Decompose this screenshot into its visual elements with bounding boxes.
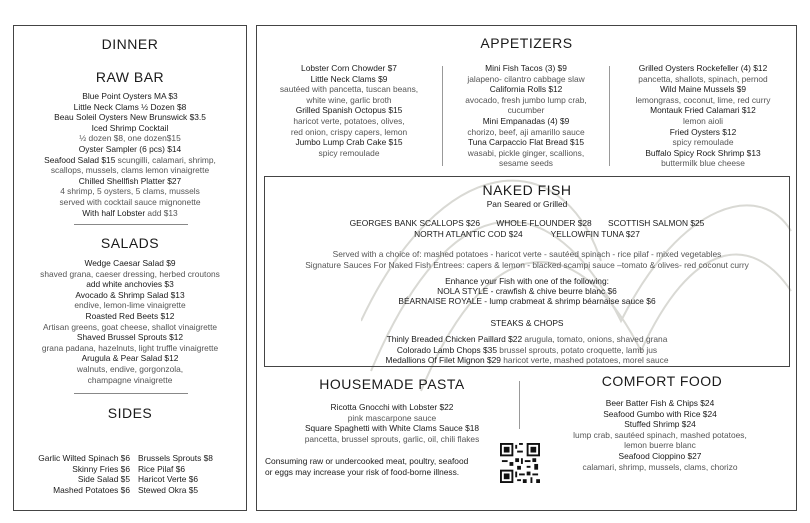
item-text: Beau Soleil Oysters New Brunswick $3.5: [54, 112, 206, 123]
appetizers-column-2: [443, 63, 609, 169]
description-text: lemongrass, coconut, lime, red curry: [635, 94, 771, 105]
item-text: Iced Shrimp Cocktail: [91, 122, 169, 133]
divider: [74, 224, 188, 225]
item-text: Grilled Oysters Rockefeller (4) $12: [638, 63, 768, 73]
item-extra-text: haricot verte, mashed potatoes, morel sauce: [500, 355, 669, 366]
appetizer-description: [261, 116, 437, 127]
appetizer-item: [610, 127, 796, 138]
item-text: Fried Oysters $12: [669, 126, 737, 137]
item-text: Colorado Lamb Chops $35: [396, 344, 497, 355]
item-text: Thinly Breaded Chicken Paillard $22: [386, 334, 523, 344]
description-text: pancetta, brussel sprouts, garlic, oil, chili flakes: [304, 433, 480, 444]
naked-fish-heading: NAKED FISH: [482, 182, 572, 198]
divider: [74, 393, 188, 394]
salad-description: [14, 269, 246, 280]
item-text: Chilled Shellfish Platter $27: [78, 175, 182, 186]
description-text: haricot verte, potatoes, olives,: [293, 115, 405, 126]
description-text: buttermilk blue cheese: [661, 158, 745, 169]
item-extra-text: arugula, tomato, onions, shaved grana: [522, 334, 668, 344]
description-text: avocado, fresh jumbo lump crab,: [465, 94, 587, 105]
appetizer-item: [443, 137, 609, 148]
description-text: ½ dozen $8, one dozen$15: [79, 133, 181, 144]
salad-item: [14, 258, 246, 269]
item-text: Little Neck Clams $9: [310, 73, 388, 84]
enhance-text: Enhance your Fish with one of the following:: [445, 276, 609, 286]
comfort-item: [525, 451, 795, 462]
item-text: California Rolls $12: [489, 84, 563, 95]
appetizer-item: [261, 63, 437, 74]
fish-row-1: [265, 218, 789, 229]
item-text: Lobster Corn Chowder $7: [301, 63, 397, 73]
description-text: spicy remoulade: [318, 147, 380, 158]
appetizer-item: [610, 63, 796, 74]
salad-item: [14, 290, 246, 301]
item-text: Buffalo Spicy Rock Shrimp $13: [645, 147, 761, 158]
sides-column-1: [32, 453, 130, 495]
food-safety-warning: [265, 456, 505, 477]
item-text: Seafood Gumbo with Rice $24: [603, 408, 717, 419]
appetizer-item: [261, 137, 437, 148]
side-item: Side Salad $5: [77, 474, 130, 485]
sides-column-2: [138, 453, 213, 495]
description-text: sesame seeds: [499, 158, 553, 169]
salad-item: [14, 332, 246, 343]
raw-bar-item: [14, 155, 246, 166]
appetizer-item: [443, 84, 609, 95]
appetizer-description: [610, 137, 796, 148]
description-text: chorizo, beef, aji amarillo sauce: [467, 126, 585, 137]
item-text: Grilled Spanish Octopus $15: [295, 105, 403, 116]
appetizer-description: [261, 84, 437, 95]
item-text: Ricotta Gnocchi with Lobster $22: [330, 402, 454, 412]
fish-item: NORTH ATLANTIC COD $24: [414, 229, 523, 239]
fish-item: SCOTTISH SALMON $25: [608, 218, 705, 228]
appetizer-description: [261, 127, 437, 138]
appetizer-description: [261, 95, 437, 106]
item-text: Blue Point Oysters MA $3: [82, 91, 178, 101]
raw-bar-list: [14, 91, 246, 218]
side-item: Haricot Verte $6: [138, 474, 199, 485]
salads-heading: SALADS: [100, 235, 160, 251]
appetizer-description: [443, 74, 609, 85]
item-text: Shaved Brussel Sprouts $12: [76, 332, 184, 343]
steaks-list: [265, 334, 789, 366]
qr-code[interactable]: [500, 443, 540, 483]
item-text: Avocado & Shrimp Salad $13: [75, 289, 185, 300]
description-text: lemon buerre blanc: [624, 440, 696, 451]
raw-bar-description: [14, 197, 246, 208]
appetizer-description: [610, 116, 796, 127]
description-text: spicy remoulade: [672, 137, 734, 148]
salad-item: [14, 311, 246, 322]
signature-sauces: Signature Sauces For Naked Fish Entrees: capers & lemon - blacked scampi sauce –tomato & olives- red coconut curry: [305, 260, 749, 270]
bearnaise-royale: BÉARNAISE ROYALE - lump crabmeat & shrimp béarnaise sauce $6: [398, 296, 656, 306]
salad-description: [14, 375, 246, 386]
appetizer-item: [610, 148, 796, 159]
raw-bar-item: [14, 123, 246, 134]
salad-description: [14, 322, 246, 333]
pasta-item: [261, 402, 523, 413]
naked-fish-subtitle: Pan Seared or Grilled: [486, 199, 568, 209]
steak-item: [265, 334, 789, 345]
dinner-heading: DINNER: [101, 36, 159, 52]
item-text: Tuna Carpaccio Flat Bread $15: [467, 137, 585, 148]
salad-description: [14, 300, 246, 311]
pasta-list: [261, 402, 523, 444]
description-text: jalapeno- cilantro cabbage slaw: [467, 73, 585, 84]
appetizer-item: [443, 63, 609, 74]
left-menu-panel: [13, 25, 247, 511]
comfort-food-heading: COMFORT FOOD: [601, 373, 723, 389]
fish-item: WHOLE FLOUNDER $28: [496, 218, 592, 228]
side-item: Skinny Fries $6: [72, 463, 130, 474]
comfort-item: [525, 419, 795, 430]
appetizer-item: [261, 74, 437, 85]
steak-item: [265, 345, 789, 356]
item-text: Montauk Fried Calamari $12: [650, 105, 756, 116]
item-text: add white anchovies $3: [86, 279, 174, 290]
item-extra-text: brussel sprouts, potato croquette, lamb jus: [496, 344, 658, 355]
description-text: shaved grana, caeser dressing, herbed croutons: [40, 268, 220, 279]
description-text: lump crab, sautéed spinach, mashed potatoes,: [573, 429, 747, 440]
raw-bar-description: [14, 186, 246, 197]
item-text: Jumbo Lump Crab Cake $15: [295, 137, 403, 148]
item-text: Stuffed Shrimp $24: [624, 419, 696, 430]
comfort-food-list: [525, 398, 795, 472]
description-text: white wine, garlic broth: [306, 94, 392, 105]
appetizers-column-1: [261, 63, 437, 158]
raw-bar-item: [14, 176, 246, 187]
description-text: champagne vinaigrette: [87, 374, 173, 385]
description-text: wasabi, pickle ginger, scallions,: [467, 147, 585, 158]
description-text: lemon aioli: [682, 115, 724, 126]
raw-bar-item: [14, 112, 246, 123]
pasta-item: [261, 423, 523, 434]
description-text: pink mascarpone sauce: [347, 412, 437, 423]
item-text: Wild Maine Mussels $9: [659, 84, 747, 95]
item-text: Square Spaghetti with White Clams Sauce $18: [304, 423, 480, 434]
description-text: served with cocktail sauce mignonette: [59, 196, 201, 207]
item-extra-text: scungilli, calamari, shrimp,: [115, 154, 216, 165]
raw-bar-item: [14, 144, 246, 155]
appetizers-heading: APPETIZERS: [480, 35, 573, 51]
description-text: sautéed with pancetta, tuscan beans,: [279, 84, 419, 95]
appetizer-description: [610, 158, 796, 169]
description-text: 4 shrimp, 5 oysters, 5 clams, mussels: [60, 186, 200, 197]
salad-description: [14, 364, 246, 375]
warning-line-1: Consuming raw or undercooked meat, poultry, seafood: [265, 456, 469, 466]
salad-item: [14, 279, 246, 290]
fish-row-2: [265, 229, 789, 240]
appetizer-description: [610, 95, 796, 106]
side-item: Mashed Potatoes $6: [53, 484, 130, 495]
appetizer-description: [443, 105, 609, 116]
fish-item: GEORGES BANK SCALLOPS $26: [349, 218, 480, 228]
appetizer-description: [443, 95, 609, 106]
item-text: Little Neck Clams ½ Dozen $8: [73, 101, 187, 112]
appetizer-item: [610, 105, 796, 116]
steaks-heading: STEAKS & CHOPS: [490, 318, 564, 328]
salad-item: [14, 353, 246, 364]
raw-bar-item: [14, 91, 246, 102]
appetizer-description: [443, 127, 609, 138]
item-text: Seafood Salad $15: [44, 154, 116, 165]
raw-bar-description: [14, 165, 246, 176]
description-text: pancetta, shallots, spinach, pernod: [638, 73, 768, 84]
item-text: Wedge Caesar Salad $9: [84, 258, 176, 268]
appetizer-item: [443, 116, 609, 127]
pasta-description: [261, 413, 523, 424]
item-text: Beer Batter Fish & Chips $24: [605, 398, 715, 408]
side-item: Stewed Okra $5: [138, 484, 199, 495]
appetizer-description: [610, 74, 796, 85]
pasta-heading: HOUSEMADE PASTA: [319, 376, 465, 392]
description-text: Artisan greens, goat cheese, shallot vinaigrette: [42, 321, 218, 332]
item-text: Medallions Of Filet Mignon $29: [385, 355, 501, 366]
side-item: Garlic Wilted Spinach $6: [38, 453, 130, 463]
sides-heading: SIDES: [107, 405, 153, 421]
description-text: endive, lemon-lime vinaigrette: [74, 300, 186, 311]
comfort-item: [525, 398, 795, 409]
raw-bar-item: [14, 208, 246, 219]
steak-item: [265, 355, 789, 366]
side-item: Rice Pilaf $6: [138, 463, 186, 474]
appetizer-description: [443, 158, 609, 169]
description-text: grana padana, hazelnuts, light truffle vinaigrette: [41, 342, 219, 353]
item-text: Oyster Sampler (6 pcs) $14: [78, 143, 182, 154]
raw-bar-heading: RAW BAR: [95, 69, 165, 85]
comfort-description: [525, 440, 795, 451]
salads-list: [14, 258, 246, 385]
item-text: Seafood Cioppino $27: [618, 450, 702, 461]
appetizer-description: [443, 148, 609, 159]
item-text: Roasted Red Beets $12: [85, 310, 175, 321]
fish-item: YELLOWFIN TUNA $27: [550, 229, 640, 239]
appetizer-item: [261, 105, 437, 116]
comfort-description: [525, 430, 795, 441]
item-text: Arugula & Pear Salad $12: [81, 353, 179, 364]
description-text: walnuts, endive, gorgonzola,: [76, 363, 184, 374]
served-with-choices: Served with a choice of: mashed potatoes - haricot verte - sautéed spinach - rice pilaf - mixed vegetables: [332, 249, 722, 259]
salad-description: [14, 343, 246, 354]
appetizers-column-3: [610, 63, 796, 169]
appetizer-item: [610, 84, 796, 95]
description-text: red onion, crispy capers, lemon: [290, 126, 408, 137]
description-text: cucumber: [507, 105, 545, 116]
appetizer-description: [261, 148, 437, 159]
item-extra-text: add $13: [145, 207, 178, 218]
item-text: Mini Empanadas (4) $9: [482, 115, 570, 126]
side-item: Brussels Sprouts $8: [138, 453, 213, 463]
item-text: Mini Fish Tacos (3) $9: [485, 63, 567, 73]
description-text: calamari, shrimp, mussels, clams, chorizo: [582, 461, 738, 472]
nola-style: NOLA STYLE - crawfish & chive beurre blanc $6: [437, 286, 617, 296]
comfort-description: [525, 462, 795, 473]
raw-bar-item: [14, 102, 246, 113]
comfort-item: [525, 409, 795, 420]
raw-bar-description: [14, 133, 246, 144]
naked-fish-box: [264, 176, 790, 367]
pasta-description: [261, 434, 523, 445]
description-text: scallops, mussels, clams lemon vinaigrette: [50, 165, 210, 176]
warning-line-2: or eggs may increase your risk of food-borne illness.: [265, 466, 460, 477]
column-divider: [519, 381, 520, 429]
item-text: With half Lobster: [82, 207, 146, 218]
